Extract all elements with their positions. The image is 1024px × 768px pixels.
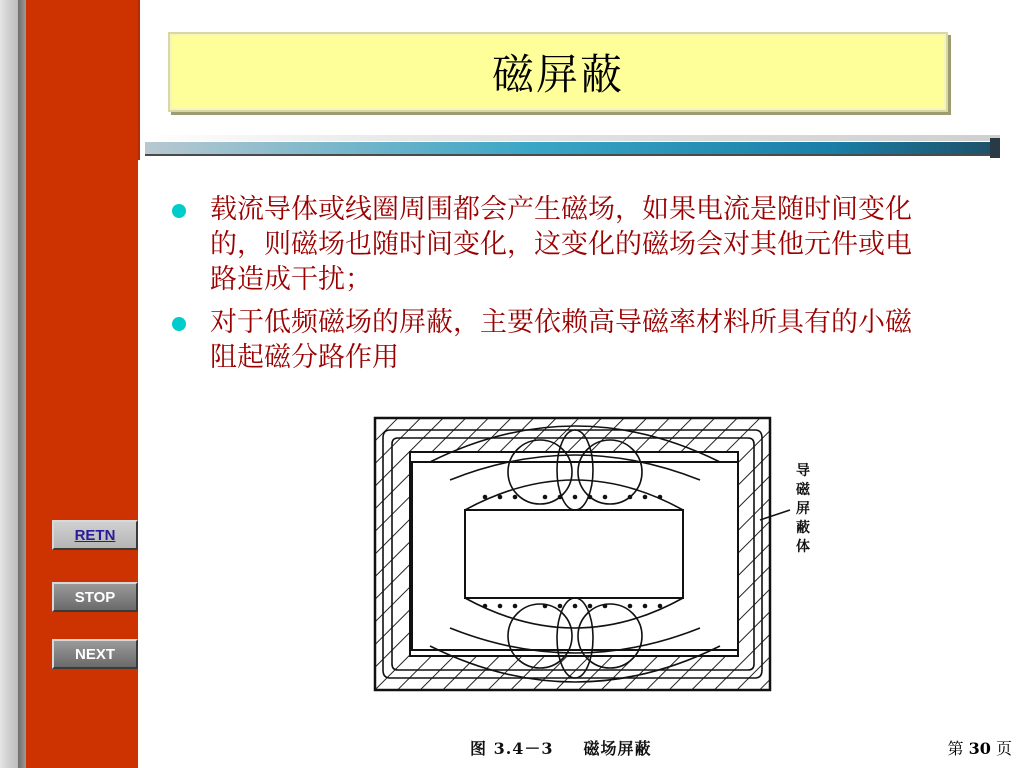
bullet-dot-icon (172, 317, 186, 331)
caption-text: 磁场屏蔽 (583, 739, 652, 758)
bullet-text: 对于低频磁场的屏蔽，主要依赖高导磁率材料所具有的小磁阻起磁分路作用 (210, 307, 912, 373)
page-title: 磁屏蔽 (491, 50, 624, 99)
stop-label: STOP (74, 588, 116, 606)
caption-id: 图 3.4－3 (470, 739, 554, 758)
figure-caption (470, 736, 682, 759)
retn-button[interactable] (52, 520, 138, 550)
page-number: 第 30 页 (947, 739, 1012, 758)
bullet-dot-icon (172, 204, 186, 218)
shield-label: 导 磁 屏 蔽 体 (796, 463, 810, 555)
next-button[interactable] (52, 639, 138, 669)
title-box (168, 32, 948, 112)
bullet-list (172, 192, 942, 383)
list-item (172, 192, 942, 297)
divider-end-cap (990, 138, 1000, 158)
sidebar-dark-stripe (18, 0, 26, 768)
divider-highlight (140, 135, 1000, 141)
stop-button[interactable] (52, 582, 138, 612)
next-label: NEXT (74, 645, 115, 663)
divider-bar (145, 142, 1000, 156)
sidebar-grey-stripe (0, 0, 18, 768)
bullet-text: 载流导体或线圈周围都会产生磁场，如果电流是随时间变化的，则磁场也随时间变化，这变化的磁场会对其他元件或电路造成干扰； (210, 194, 912, 295)
list-item (172, 305, 942, 375)
retn-label: RETN (74, 526, 116, 544)
magnetic-shield-diagram (360, 410, 830, 695)
